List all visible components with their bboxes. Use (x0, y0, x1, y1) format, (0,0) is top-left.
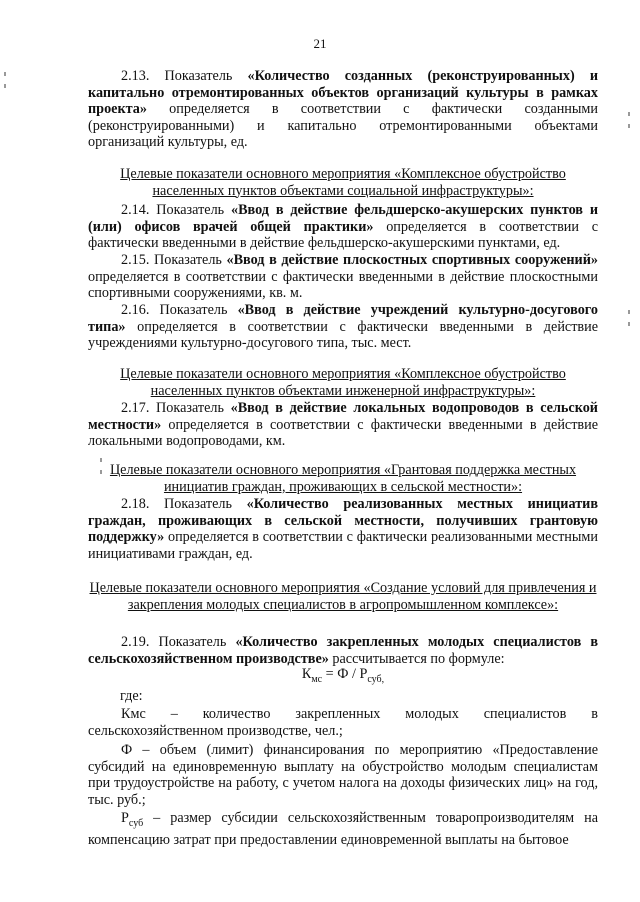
paragraph-text: определяется в соответствии с фактически введенными в действие фельдшерско-акушерскими пунктами, ед. (88, 218, 598, 252)
paragraph-text: определяется в соответствии с фактически введенными в действие учреждениями культурно-досугового типа, тыс. мест. (88, 318, 598, 352)
definition-kms (121, 706, 598, 723)
indicator-title: «Количество созданных (реконструированных) и капитально отремонтированных объектов организаций культуры в рамках проекта» (88, 68, 598, 118)
definition-word: количество (202, 706, 271, 722)
formula-expression: = Ф / Р (322, 666, 368, 682)
definition-f: Ф – объем (лимит) финансирования по мероприятию «Предоставление субсидий на единовременную выплату на обустройство молодым специалистам при трудоустройстве на работу, с учетом налога на доходы физических лиц» на год, тыс. руб.; (88, 742, 598, 808)
scan-mark (628, 322, 630, 326)
scan-mark (100, 470, 102, 474)
scan-mark (4, 72, 6, 76)
paragraph-text: определяется в соответствии с фактически созданными (реконструированными) и капитально отремонтированными объектами организаций культуры, ед. (88, 101, 598, 151)
definition-word: – (170, 706, 178, 722)
where-label: где: (120, 688, 143, 704)
paragraph-2-18 (88, 496, 598, 562)
section-heading-grants: Целевые показатели основного мероприятия «Грантовая поддержка местных инициатив граждан, проживающих в сельской местности»: (109, 462, 577, 495)
paragraph-text: рассчитывается по формуле: (328, 650, 505, 667)
paragraph-2-13 (88, 68, 598, 151)
section-heading-engineering: Целевые показатели основного мероприятия «Комплексное обустройство населенных пунктов объектами инженерной инфраструктуры»: (120, 366, 566, 399)
paragraph-lead: 2.19. Показатель (121, 634, 236, 650)
indicator-title: «Ввод в действие локальных водопроводов в сельской местности» (88, 400, 598, 433)
indicator-title: «Количество реализованных местных инициатив граждан, проживающих в сельской местности, получивших грантовую поддержку» (88, 496, 598, 546)
scan-mark (4, 84, 6, 88)
definition-text: – размер субсидии сельскохозяйственным товаропроизводителям на компенсацию затрат при предоставлении единовременной выплаты на бытовое (88, 810, 598, 849)
definition-word: Кмс (121, 706, 146, 722)
paragraph-2-19 (88, 634, 598, 667)
indicator-title: «Ввод в действие фельдшерско-акушерских пунктов и (или) офисов врачей общей практики» (88, 202, 598, 235)
scan-mark (628, 112, 630, 116)
page-number: 21 (313, 36, 327, 51)
formula-rhs-subscript: суб, (367, 673, 385, 685)
paragraph-lead: 2.15. Показатель (121, 252, 227, 268)
definition-symbol: Р (121, 810, 129, 826)
definition-r (88, 810, 598, 849)
paragraph-lead: 2.18. Показатель (121, 496, 247, 512)
paragraph-2-14 (88, 202, 598, 252)
paragraph-lead: 2.14. Показатель (121, 202, 231, 218)
definition-word: закрепленных (295, 706, 381, 722)
paragraph-2-17 (88, 400, 598, 450)
scan-mark (628, 310, 630, 314)
paragraph-lead: 2.16. Показатель (121, 302, 238, 318)
definition-symbol-subscript: суб (128, 817, 144, 829)
definition-kms-continued: сельскохозяйственном производстве, чел.; (88, 723, 343, 739)
scan-mark (100, 458, 102, 462)
paragraph-text: определяется в соответствии с фактически введенными в действие плоскостными спортивными сооружениями, кв. м. (88, 268, 598, 302)
definition-word: молодых (405, 706, 459, 722)
paragraph-text: определяется в соответствии с фактически введенными в действие локальными водопроводами, км. (88, 416, 598, 450)
paragraph-2-16 (88, 302, 598, 352)
formula (88, 666, 598, 688)
indicator-title: «Ввод в действие учреждений культурно-досугового типа» (88, 302, 598, 335)
paragraph-lead: 2.17. Показатель (121, 400, 231, 416)
indicator-title: «Ввод в действие плоскостных спортивных сооружений» (226, 252, 598, 268)
section-heading-young-specialists: Целевые показатели основного мероприятия «Создание условий для привлечения и закрепления молодых специалистов в агропромышленном комплексе»: (89, 580, 597, 613)
definition-word: в (591, 706, 598, 722)
indicator-title: «Количество закрепленных молодых специалистов в сельскохозяйственном производстве» (88, 634, 598, 667)
paragraph-2-15 (88, 252, 598, 302)
formula-lhs: К (301, 666, 312, 682)
paragraph-lead: 2.13. Показатель (121, 68, 248, 84)
paragraph-text: определяется в соответствии с фактически реализованными местными инициативами граждан, ед. (88, 529, 598, 562)
formula-lhs-subscript: мс (311, 673, 323, 685)
definition-word: специалистов (483, 706, 567, 722)
section-heading-social: Целевые показатели основного мероприятия «Комплексное обустройство населенных пунктов объектами социальной инфраструктуры»: (120, 166, 566, 199)
scan-mark (628, 124, 630, 128)
